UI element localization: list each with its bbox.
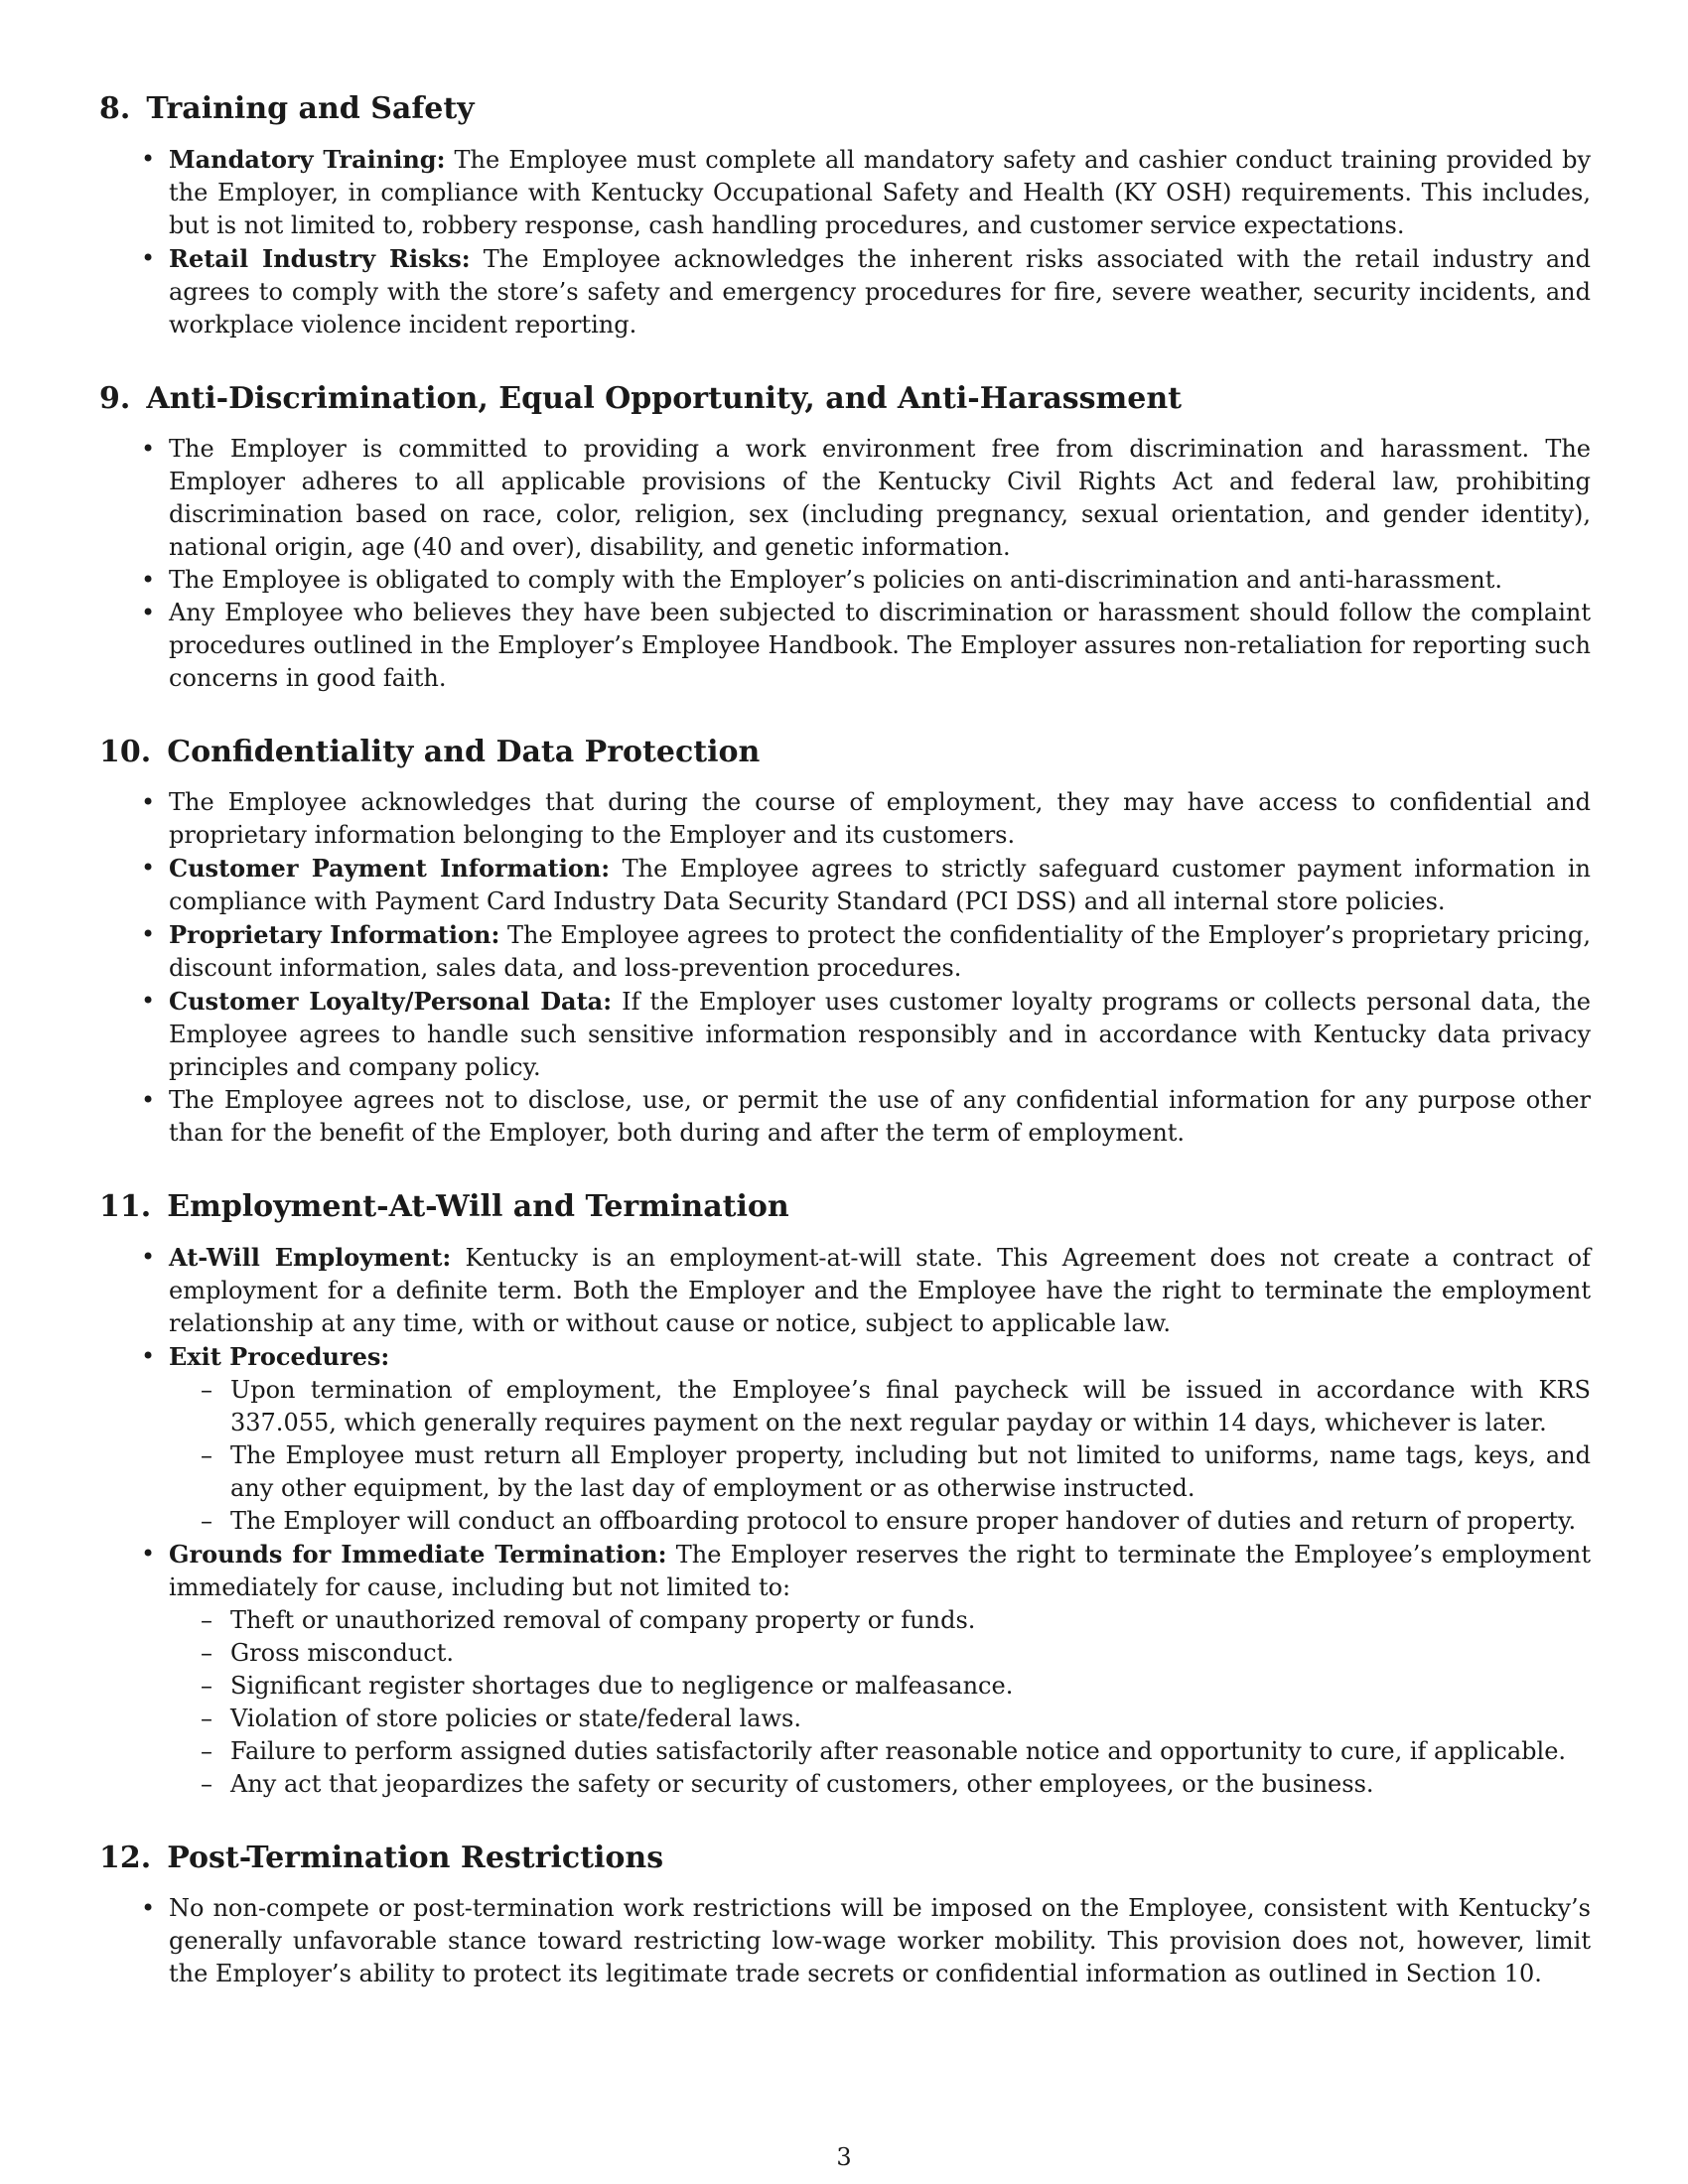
section-number: 11. <box>99 1189 152 1224</box>
list-item <box>169 597 1591 695</box>
section-heading <box>99 733 1591 772</box>
item-text: Any Employee who believes they have been subjected to discrimination or harassment should follow the complaint procedures outlined in the Employer’s Employee Handbook. The Employer assures non-retaliation for reporting such concerns in good faith. <box>169 599 1591 692</box>
page-number: 3 <box>836 2143 852 2171</box>
sub-list-item: – The Employee must return all Employer property, including but not limited to uniforms, name tags, keys, and any other equipment, by the last day of employment or as otherwise instructed. <box>230 1439 1591 1505</box>
list-item <box>169 918 1591 985</box>
list-item <box>169 433 1591 564</box>
section-number: 10. <box>99 735 152 769</box>
item-term: Retail Industry Risks: <box>169 244 471 273</box>
section-title: Training and Safety <box>146 91 475 126</box>
section-title: Anti-Discrimination, Equal Opportunity, and Anti-Harassment <box>146 381 1183 416</box>
item-text: The Employer is committed to providing a work environment free from discrimination and harassment. The Employer adheres to all applicable provisions of the Kentucky Civil Rights Act and federal law, prohibiting discrimination based on race, color, religion, sex (including pregnancy, sexual orientation, and gender identity), national origin, age (40 and over), disability, and genetic information. <box>169 435 1591 561</box>
item-text: The Employee agrees to strictly safeguard customer payment information in compliance with Payment Card Industry Data Security Standard (PCI DSS) and all internal store policies. <box>169 855 1591 915</box>
bullet-list <box>99 1892 1591 1990</box>
section-post-termination <box>99 1839 1591 1990</box>
bullet-list <box>99 786 1591 1150</box>
list-item <box>169 242 1591 341</box>
section-heading <box>99 89 1591 129</box>
list-item <box>169 1892 1591 1990</box>
sub-list <box>169 1604 1591 1801</box>
item-text: The Employee must complete all mandatory safety and cashier conduct training provided by the Employer, in compliance with Kentucky Occupational Safety and Health (KY OSH) requirements. This includes, but is not limited to, robbery response, cash handling procedures, and customer service expectations. <box>169 146 1592 239</box>
sub-list-item: – Theft or unauthorized removal of company property or funds. <box>230 1604 1591 1637</box>
sub-list-item: – Gross misconduct. <box>230 1637 1591 1670</box>
bullet-list <box>99 143 1591 341</box>
list-item <box>169 1340 1591 1538</box>
bullet-list <box>99 1241 1591 1801</box>
item-text: The Employer reserves the right to terminate the Employee’s employment immediately for cause, including but not limited to: <box>169 1541 1591 1601</box>
sub-list-item: – Violation of store policies or state/federal laws. <box>230 1703 1591 1735</box>
item-text: No non-compete or post-termination work restrictions will be imposed on the Employee, consistent with Kentucky’s generally unfavorable stance toward restricting low-wage worker mobility. This provision does not, however, limit the Employer’s ability to protect its legitimate trade secrets or confidential information as outlined in Section 10. <box>169 1894 1591 1987</box>
section-confidentiality <box>99 733 1591 1150</box>
bullet-list <box>99 433 1591 695</box>
list-item <box>169 564 1591 597</box>
list-item <box>169 786 1591 852</box>
section-number: 8. <box>99 91 131 126</box>
section-title: Confidentiality and Data Protection <box>167 735 761 769</box>
section-number: 12. <box>99 1841 152 1875</box>
item-text: The Employee agrees not to disclose, use, or permit the use of any confidential information for any purpose other than for the benefit of the Employer, both during and after the term of employment. <box>169 1086 1591 1147</box>
sub-list-item: – Failure to perform assigned duties satisfactorily after reasonable notice and opportunity to cure, if applicable. <box>230 1735 1591 1768</box>
section-title: Post-Termination Restrictions <box>167 1841 664 1875</box>
list-item <box>169 1084 1591 1150</box>
item-text: Kentucky is an employment-at-will state. This Agreement does not create a contract of employment for a definite term. Both the Employer and the Employee have the right to terminate the employment relationship at any time, with or without cause or notice, subject to applicable law. <box>169 1244 1591 1337</box>
item-text: The Employee is obligated to comply with the Employer’s policies on anti-discrimination and anti-harassment. <box>169 566 1502 594</box>
sub-list-item: – Significant register shortages due to negligence or malfeasance. <box>230 1670 1591 1703</box>
item-text: The Employee acknowledges that during the course of employment, they may have access to confidential and proprietary information belonging to the Employer and its customers. <box>169 788 1591 849</box>
item-term: Proprietary Information: <box>169 920 500 949</box>
sub-list-item: – Any act that jeopardizes the safety or security of customers, other employees, or the business. <box>230 1768 1591 1801</box>
section-heading <box>99 1839 1591 1878</box>
item-term: Mandatory Training: <box>169 145 446 174</box>
item-term: Customer Loyalty/Personal Data: <box>169 987 613 1016</box>
section-heading <box>99 1187 1591 1227</box>
list-item <box>169 852 1591 918</box>
section-title: Employment-At-Will and Termination <box>167 1189 789 1224</box>
item-text: The Employee acknowledges the inherent risks associated with the retail industry and agrees to comply with the store’s safety and emergency procedures for fire, severe weather, security incidents, and workplace violence incident reporting. <box>169 245 1591 339</box>
list-item <box>169 1538 1591 1801</box>
item-term: Customer Payment Information: <box>169 854 611 883</box>
sub-list-item: – The Employer will conduct an offboarding protocol to ensure proper handover of duties and return of property. <box>230 1505 1591 1538</box>
section-employment-at-will <box>99 1187 1591 1801</box>
section-heading <box>99 379 1591 419</box>
item-text: The Employee agrees to protect the confidentiality of the Employer’s proprietary pricing, discount information, sales data, and loss-prevention procedures. <box>169 921 1591 982</box>
item-term: Grounds for Immediate Termination: <box>169 1540 667 1569</box>
item-text: If the Employer uses customer loyalty programs or collects personal data, the Employee agrees to handle such sensitive information responsibly and in accordance with Kentucky data privacy principles and company policy. <box>169 988 1592 1081</box>
list-item <box>169 1241 1591 1340</box>
sub-list <box>169 1374 1591 1538</box>
section-training-and-safety <box>99 89 1591 341</box>
item-term: At-Will Employment: <box>169 1243 452 1272</box>
sub-list-item: – Upon termination of employment, the Employee’s final paycheck will be issued in accordance with KRS 337.055, which generally requires payment on the next regular payday or within 14 days, whichever is later. <box>230 1374 1591 1439</box>
item-term: Exit Procedures: <box>169 1342 390 1371</box>
list-item <box>169 985 1591 1084</box>
section-anti-discrimination <box>99 379 1591 695</box>
document-page <box>99 89 1591 2028</box>
section-number: 9. <box>99 381 131 416</box>
list-item <box>169 143 1591 242</box>
